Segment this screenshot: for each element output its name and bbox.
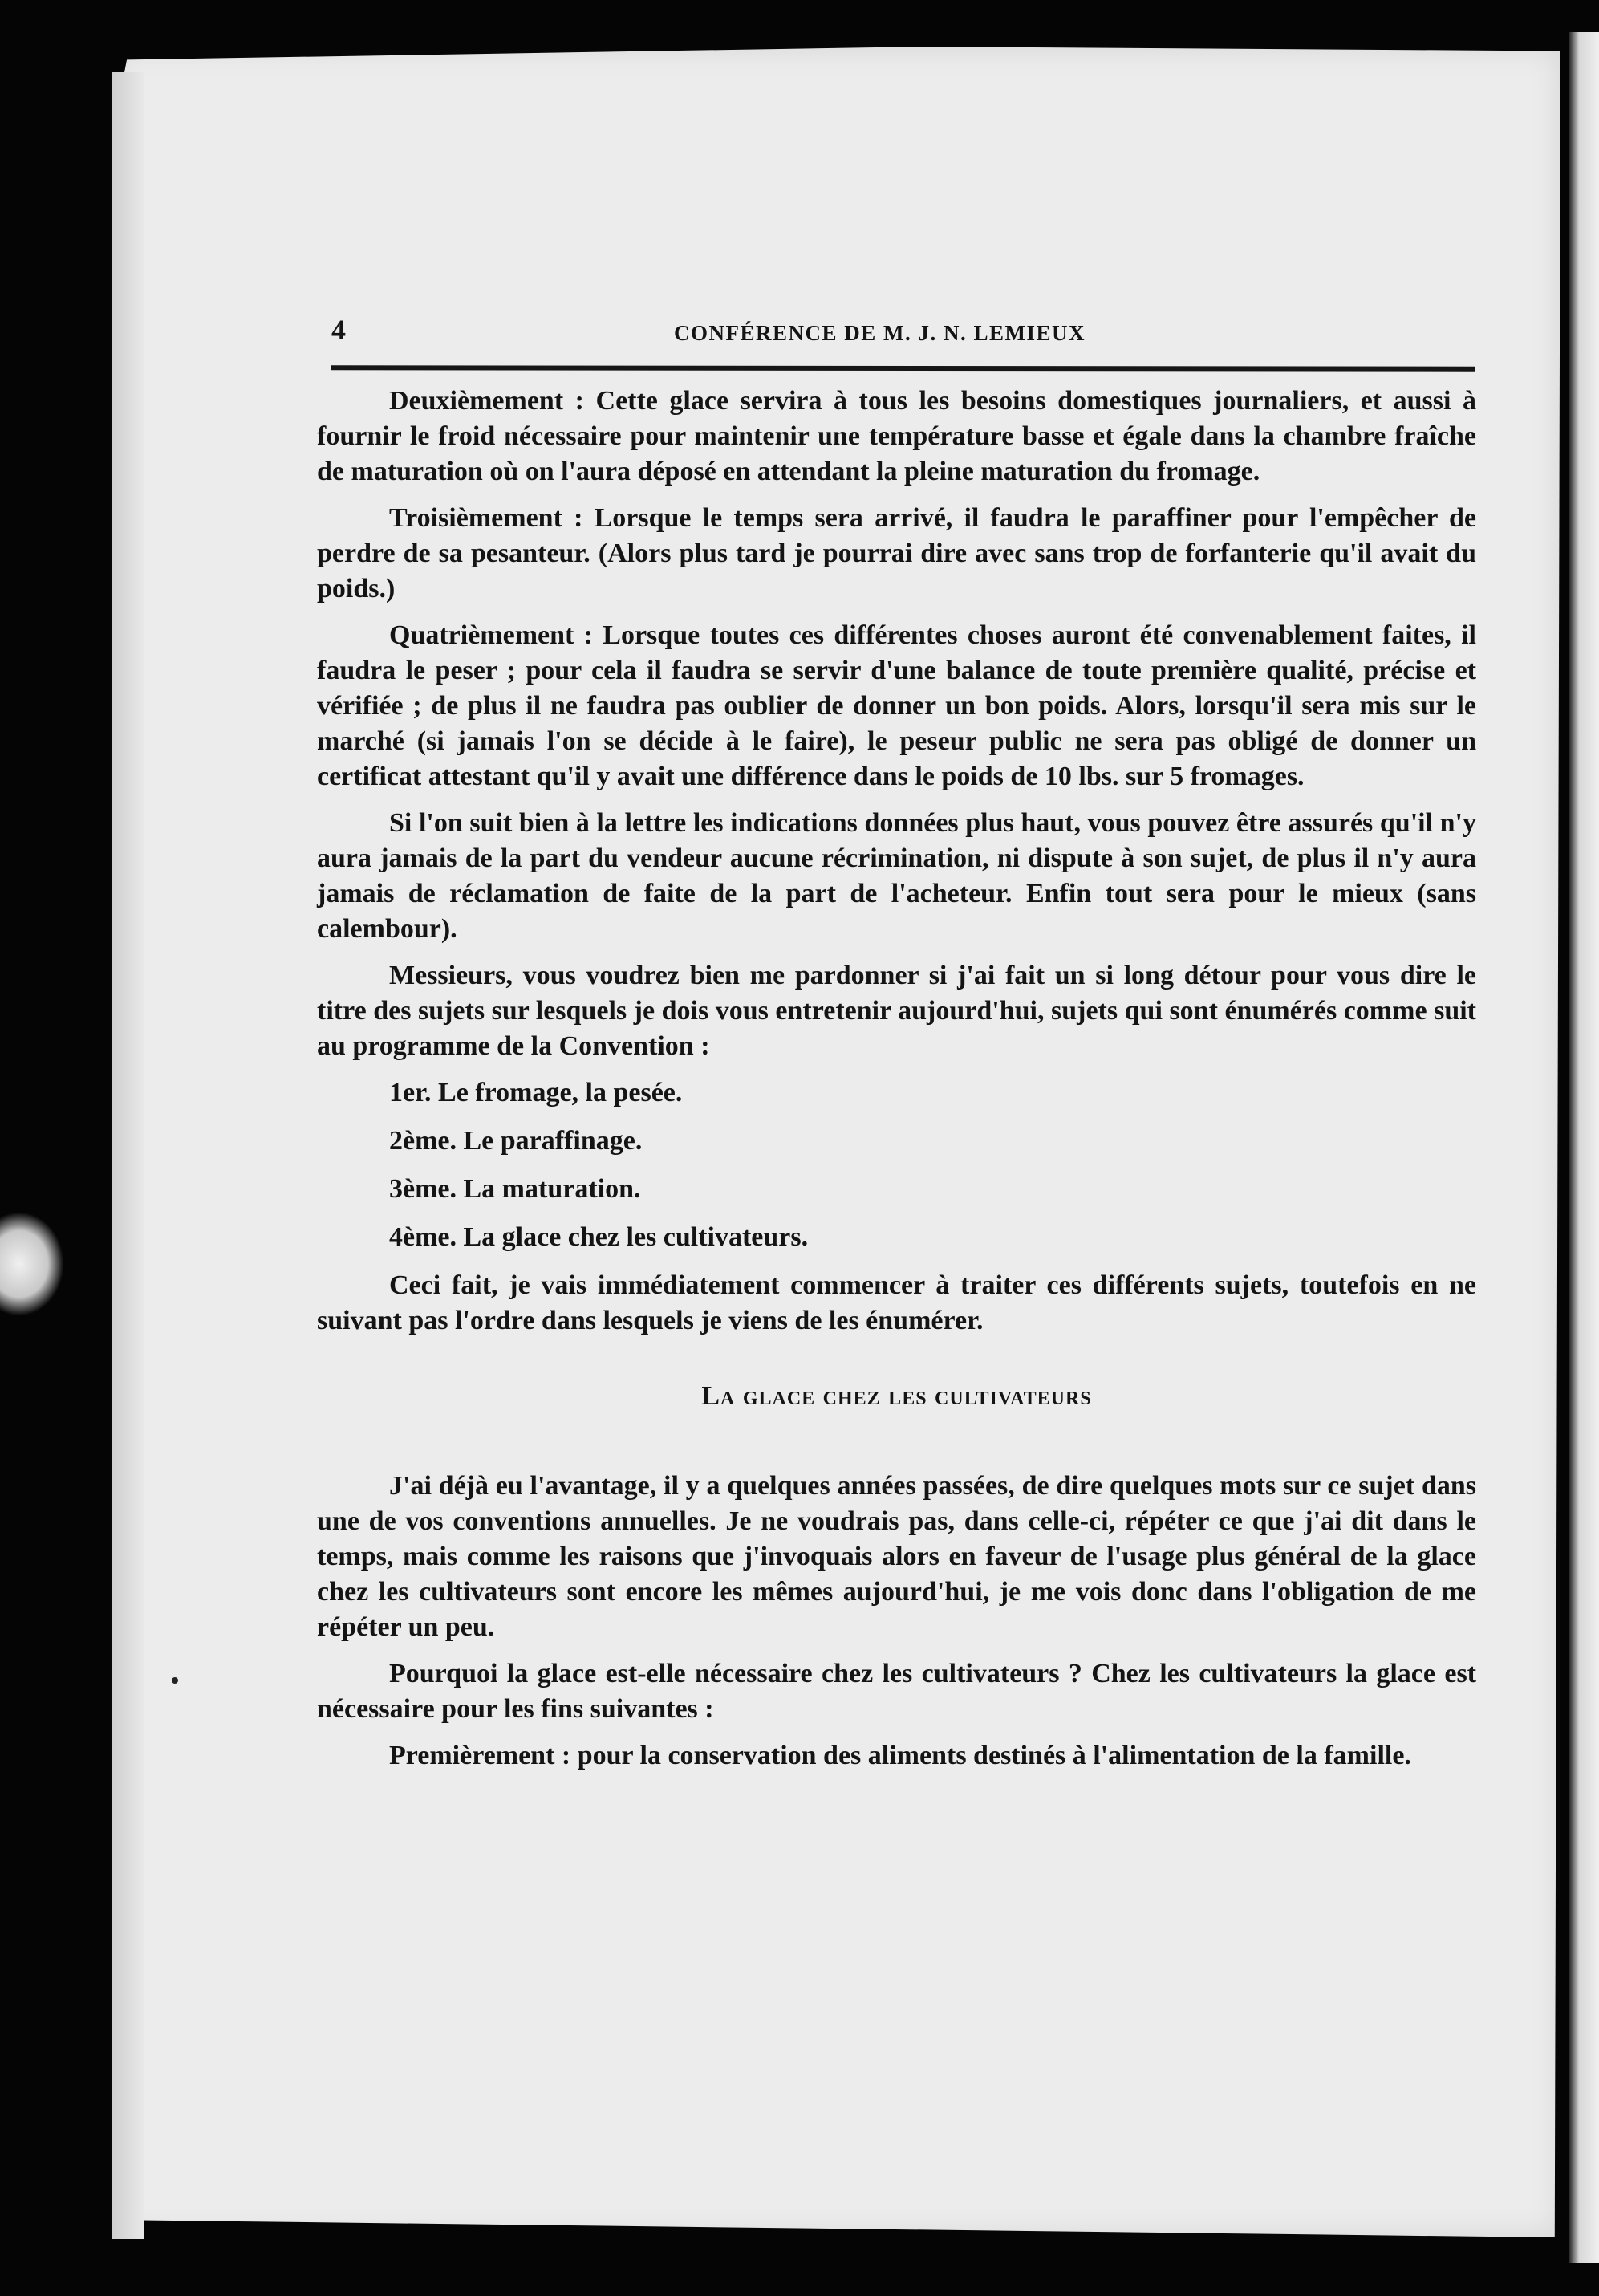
paragraph: Quatrièmement : Lorsque toutes ces différentes choses auront été convenablement faites, il faudra le peser ; pour cela il faudra se servir d'une balance de toute première qualité, précise et vérifiée ; de plus il ne faudra pas oublier de donner un bon poids. Alors, lorsqu'il sera mis sur le marché (si jamais l'on se décide à le faire), le peseur public ne sera pas obligé de donner un certificat attestant qu'il y avait une différence dans le poids de 10 lbs. sur 5 fromages. bbox=[317, 620, 1476, 791]
page-left-margin-shadow bbox=[112, 72, 144, 2239]
list-item: 2ème. Le paraffinage. bbox=[389, 1126, 643, 1156]
list-item: 4ème. La glace chez les cultivateurs. bbox=[389, 1222, 809, 1252]
paragraph: Premièrement : pour la conservation des aliments destinés à l'alimentation de la famille. bbox=[389, 1741, 1411, 1770]
topics-list bbox=[317, 1075, 1476, 1255]
paragraph: J'ai déjà eu l'avantage, il y a quelques années passées, de dire quelques mots sur ce sujet dans une de vos conventions annuelles. Je ne voudrais pas, dans celle-ci, répéter ce que j'ai dit dans le temps, mais comme les raisons que j'invoquais alors en faveur de l'usage plus général de la glace chez les cultivateurs sont encore les mêmes aujourd'hui, je me vois donc dans l'obligation de me répéter un peu. bbox=[317, 1471, 1476, 1642]
page-header bbox=[317, 313, 1476, 361]
running-title: CONFÉRENCE DE M. J. N. LEMIEUX bbox=[674, 321, 1086, 345]
body-text bbox=[317, 384, 1476, 1774]
page-number: 4 bbox=[331, 314, 346, 346]
paragraph: Si l'on suit bien à la lettre les indications données plus haut, vous pouvez être assurés qu'il n'y aura jamais de la part du vendeur aucune récrimination, ni dispute à son sujet, de plus il n'y aura jamais de réclamation de faite de la part de l'acheteur. Enfin tout sera pour le mieux (sans calembour). bbox=[317, 808, 1476, 944]
list-item: 1er. Le fromage, la pesée. bbox=[389, 1078, 683, 1107]
paragraph: Messieurs, vous voudrez bien me pardonner si j'ai fait un si long détour pour vous dire le titre des sujets sur lesquels je dois vous entretenir aujourd'hui, sujets qui sont énumérés comme suit au programme de la Convention : bbox=[317, 961, 1476, 1061]
scan-artifact bbox=[0, 1212, 64, 1316]
header-rule bbox=[331, 365, 1475, 371]
paragraph: Pourquoi la glace est-elle nécessaire chez les cultivateurs ? Chez les cultivateurs la glace est nécessaire pour les fins suivantes : bbox=[317, 1659, 1476, 1724]
adjacent-page-edge bbox=[1569, 32, 1599, 2263]
scan-speck bbox=[172, 1677, 178, 1684]
paragraph: Troisièmement : Lorsque le temps sera arrivé, il faudra le paraffiner pour l'empêcher de perdre de sa pesanteur. (Alors plus tard je pourrai dire avec sans trop de forfanterie qu'il avait du poids.) bbox=[317, 503, 1476, 603]
paragraph: Ceci fait, je vais immédiatement commencer à traiter ces différents sujets, toutefois en ne suivant pas l'ordre dans lesquels je viens de les énumérer. bbox=[317, 1270, 1476, 1335]
list-item: 3ème. La maturation. bbox=[389, 1174, 641, 1204]
section-heading: La glace chez les cultivateurs bbox=[701, 1381, 1092, 1411]
page-content bbox=[317, 313, 1476, 1785]
paragraph: Deuxièmement : Cette glace servira à tous les besoins domestiques journaliers, et aussi à fournir le froid nécessaire pour maintenir une température basse et égale dans la chambre fraîche de maturation où on l'aura déposé en attendant la pleine maturation du fromage. bbox=[317, 386, 1476, 486]
